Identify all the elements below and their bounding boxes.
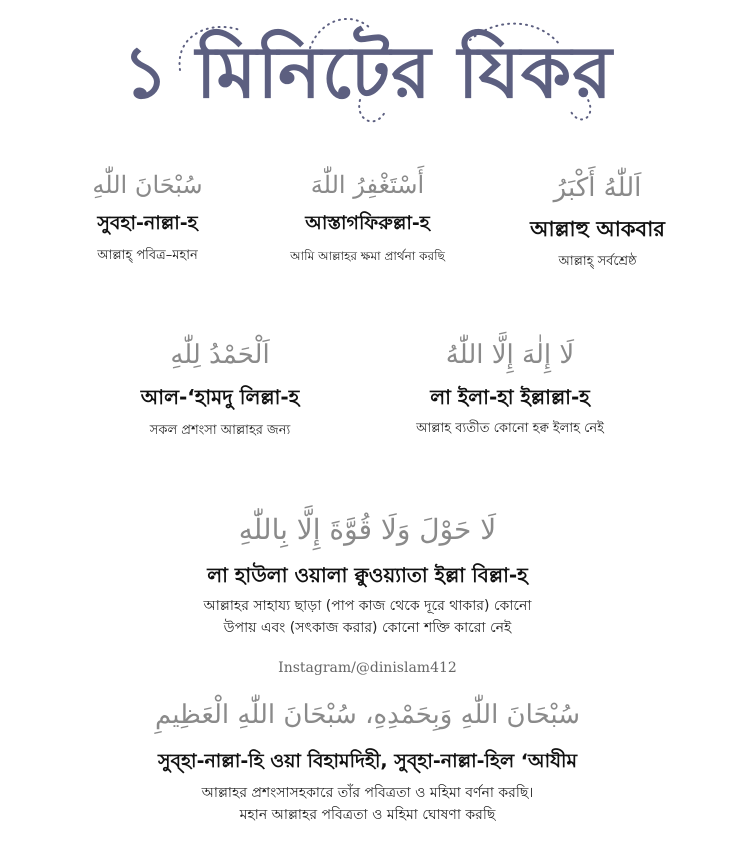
arabic-text: اَللّٰهُ أَكْبَرُ bbox=[553, 173, 642, 203]
arabic-text: اَلْحَمْدُ لِلّٰهِ bbox=[170, 340, 270, 370]
meaning: আমি আল্লাহর ক্ষমা প্রার্থনা করছি bbox=[290, 249, 445, 263]
transliteration: লা হাউলা ওয়ালা ক্বুওয়্যাতা ইল্লা বিল্লা-হ bbox=[207, 563, 528, 587]
dhikr-la-ilaha-illallah bbox=[365, 332, 655, 442]
arabic-text: سُبْحَانَ اللّٰهِ وَبِحَمْدِهِ، سُبْحَانَ اللّٰهِ الْعَظِيمِ bbox=[154, 700, 580, 730]
page-title: ১ মিনিটের যিকর bbox=[122, 30, 613, 114]
meaning-line-1: আল্লাহর সাহায্য ছাড়া (পাপ কাজ থেকে দূরে থাকার) কোনো bbox=[203, 598, 532, 614]
meaning-line-2: মহান আল্লাহর পবিত্রতা ও মহিমা ঘোষণা করছি bbox=[239, 807, 496, 823]
dhikr-la-hawla bbox=[60, 505, 675, 639]
meaning-line-1: আল্লাহর প্রশংসাসহকারে তাঁর পবিত্রতা ও মহিমা বর্ণনা করছি। bbox=[201, 785, 534, 801]
meaning: সকল প্রশংসা আল্লাহর জন্য bbox=[149, 423, 291, 438]
arabic-text: سُبْحَانَ اللّٰهِ bbox=[92, 171, 203, 199]
transliteration: আল্লাহু আকবার bbox=[530, 217, 665, 241]
transliteration: সুব্‌হা-নাল্লা-হি ওয়া বিহামদিহী, সুব্‌হা-নাল্লা-হিল ‘আযীম bbox=[157, 750, 578, 772]
dhikr-subhanallah bbox=[40, 165, 255, 271]
meaning: আল্লাহ ব্যতীত কোনো হক্ব ইলাহ নেই bbox=[416, 421, 604, 436]
arabic-text: لَا إِلٰهَ إِلَّا اللّٰهُ bbox=[445, 340, 575, 370]
meaning-line-2: উপায় এবং (সৎকাজ করার) কোনো শক্তি কারো নেই bbox=[223, 620, 512, 636]
transliteration: লা ইলা-হা ইল্লাল্লা-হ bbox=[430, 385, 590, 409]
dhikr-allahu-akbar bbox=[490, 165, 705, 277]
transliteration: সুবহা-নাল্লা-হ bbox=[97, 212, 198, 234]
transliteration: আল-‘হামদু লিল্লা-হ bbox=[140, 385, 300, 409]
instagram-watermark: Instagram/@dinislam412 bbox=[278, 660, 457, 676]
dhikr-alhamdulillah bbox=[90, 332, 350, 446]
dhikr-subhanallahi-wa-bihamdihi bbox=[30, 690, 705, 826]
arabic-text: أَسْتَغْفِرُ اللّٰهَ bbox=[310, 171, 425, 199]
meaning: আল্লাহ্ সর্বশ্রেষ্ঠ bbox=[558, 254, 637, 269]
arabic-text: لَا حَوْلَ وَلَا قُوَّةَ إِلَّا بِاللّٰهِ bbox=[238, 513, 497, 546]
dhikr-astaghfirullah bbox=[255, 165, 480, 271]
transliteration: আস্তাগফিরুল্লা-হ bbox=[305, 212, 430, 234]
meaning: আল্লাহ্ পবিত্র–মহান bbox=[97, 248, 198, 263]
